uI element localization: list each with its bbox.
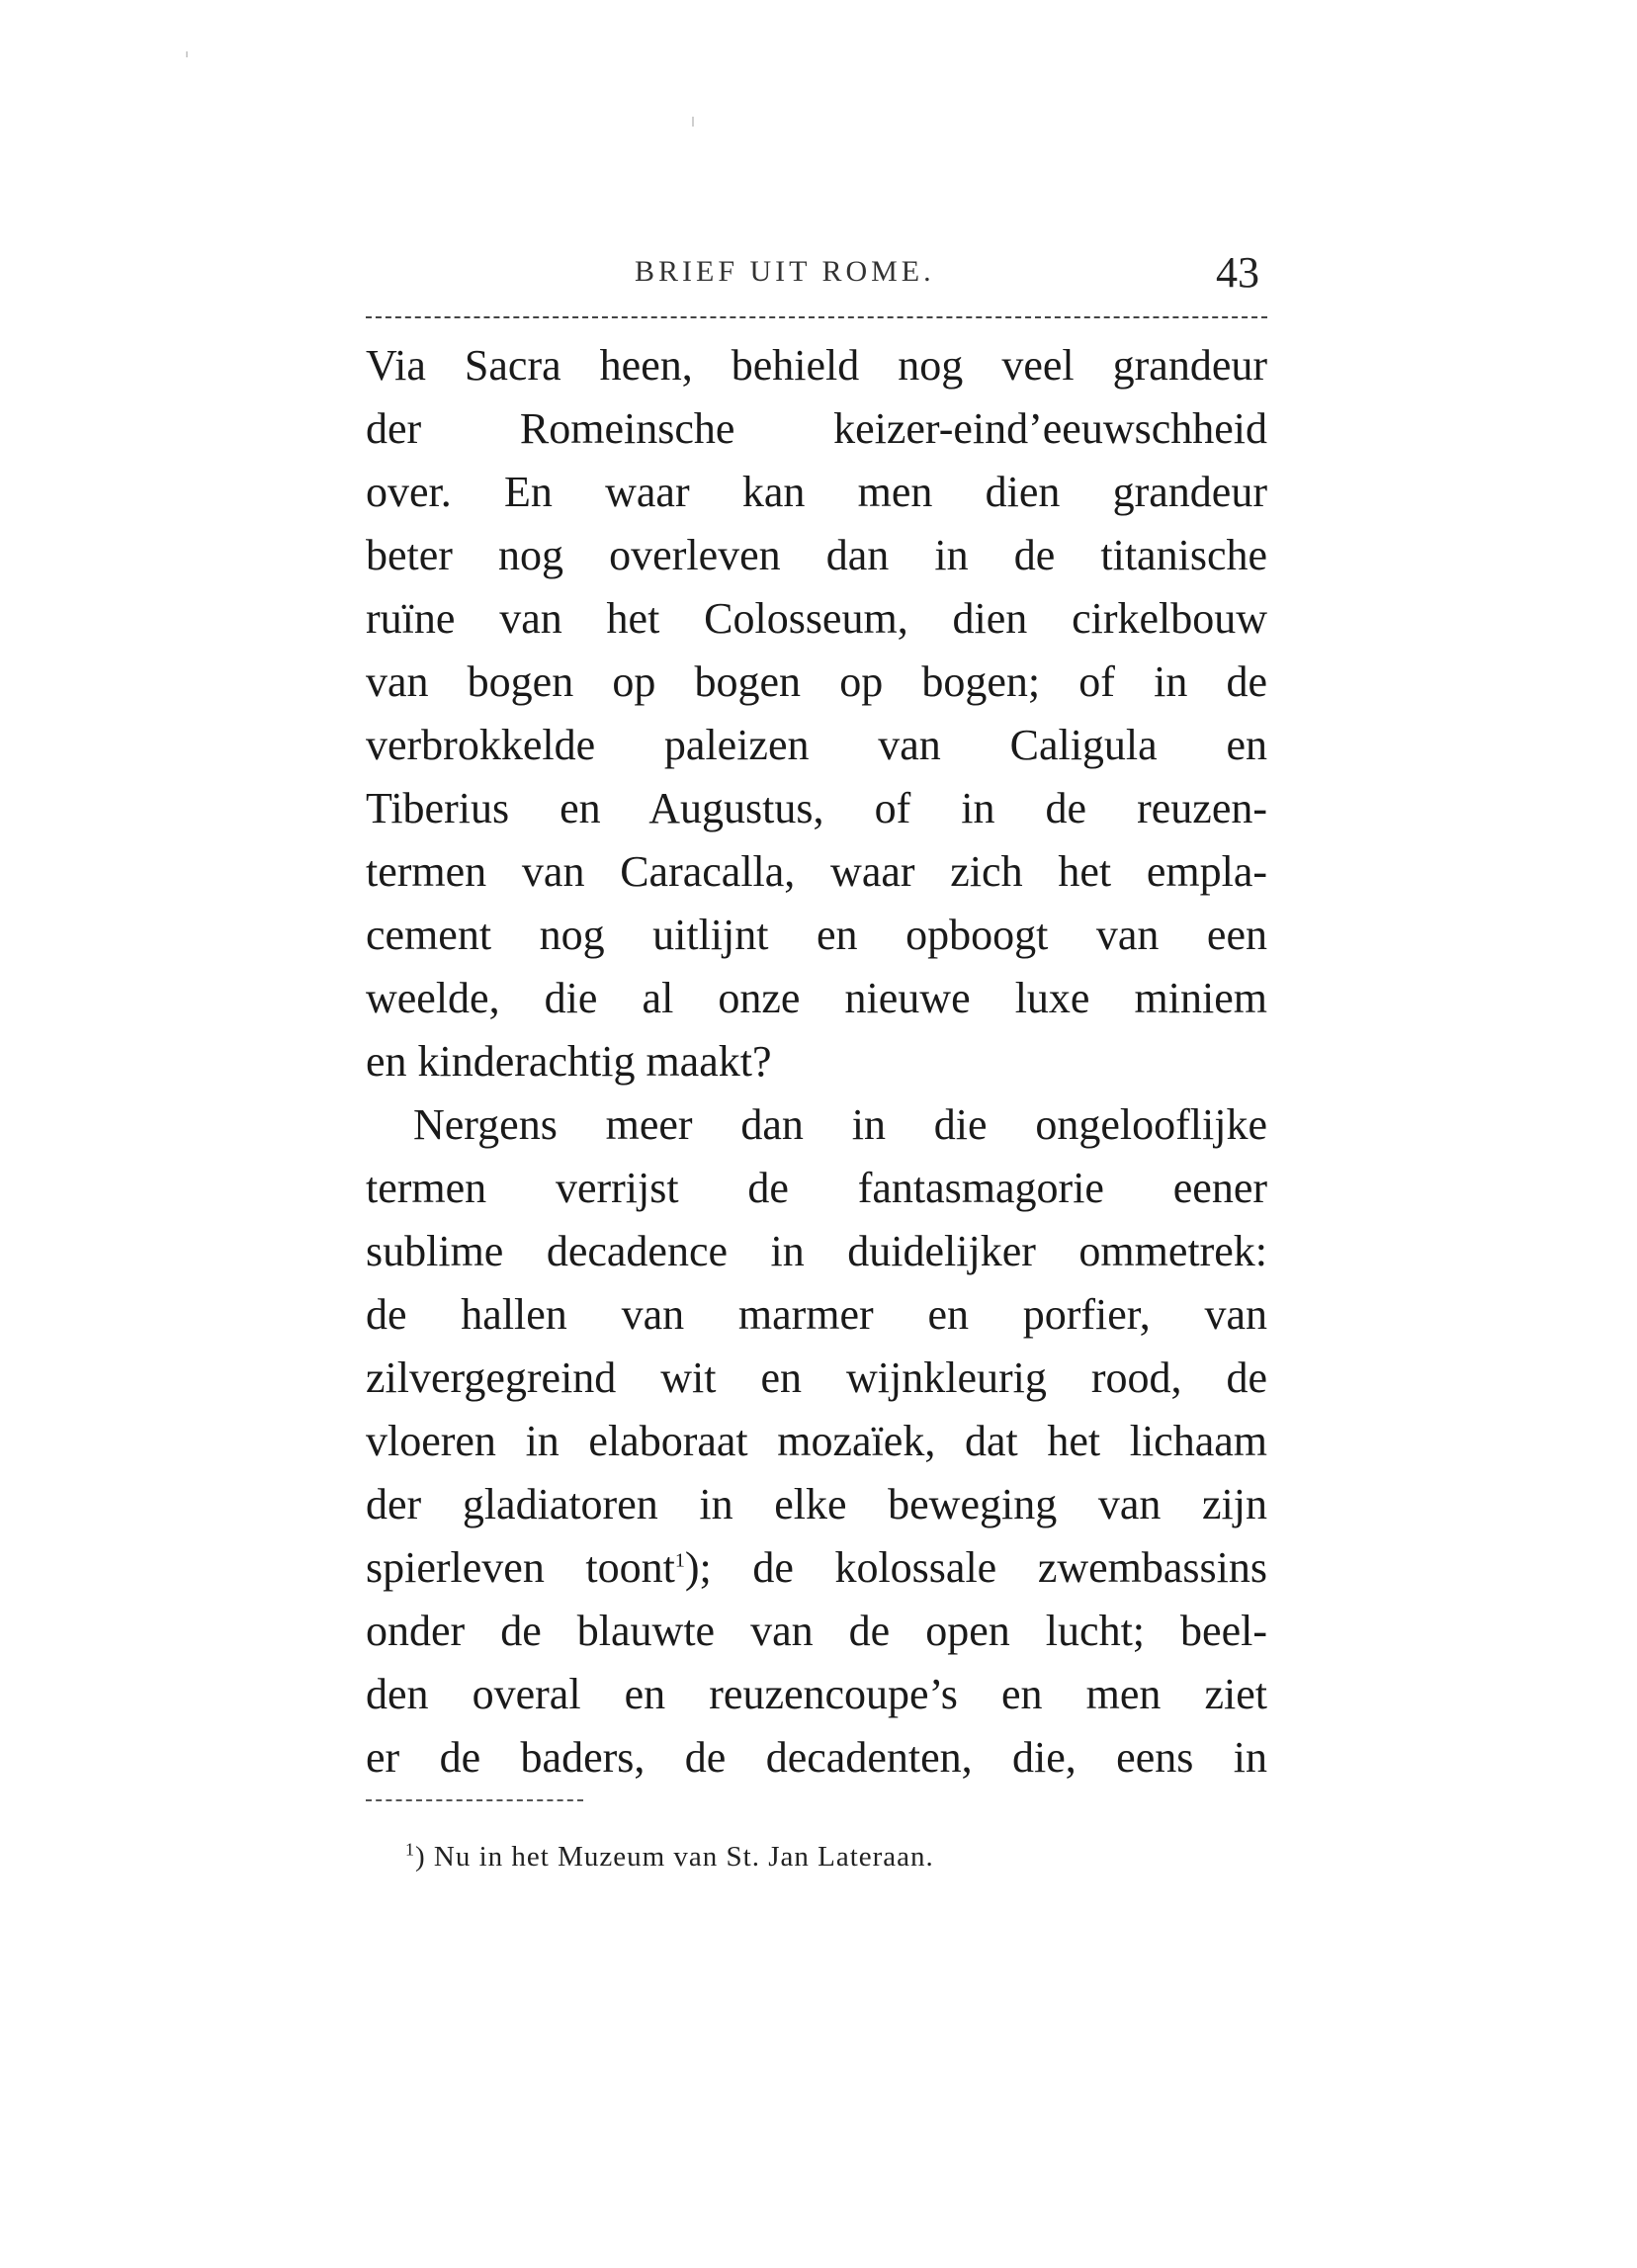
header-rule: [366, 316, 1267, 318]
text-line: over. En waar kan men dien grandeur: [366, 468, 1267, 516]
text-line: cement nog uitlijnt en opboogt van een: [366, 911, 1267, 959]
footnote: [405, 1841, 934, 1874]
text-segment: ); de kolossale zwembassins: [684, 1543, 1267, 1592]
text-line: verbrokkelde paleizen van Caligula en: [366, 721, 1267, 769]
text-line: sublime decadence in duidelijker ommetrek:: [366, 1227, 1267, 1275]
text-line: termen van Caracalla, waar zich het empla-: [366, 847, 1267, 896]
text-line: weelde, die al onze nieuwe luxe miniem: [366, 974, 1267, 1022]
text-line: vloeren in elaboraat mozaïek, dat het lichaam: [366, 1417, 1267, 1465]
body-text: [366, 334, 1267, 1789]
text-line: termen verrijst de fantasmagorie eener: [366, 1164, 1267, 1212]
running-title: BRIEF UIT ROME.: [635, 255, 935, 288]
page-number: 43: [1216, 248, 1259, 297]
text-line: beter nog overleven dan in de titanische: [366, 531, 1267, 579]
text-line: der Romeinsche keizer-eind’eeuwschheid: [366, 404, 1267, 453]
text-line: onder de blauwte van de open lucht; beel-: [366, 1607, 1267, 1655]
text-line: Via Sacra heen, behield nog veel grandeur: [366, 341, 1267, 390]
running-head: [366, 247, 1267, 316]
text-line: en kinderachtig maakt?: [366, 1037, 772, 1086]
text-line: ruïne van het Colosseum, dien cirkelbouw: [366, 594, 1267, 643]
footnote-marker: 1: [405, 1839, 415, 1860]
text-line: Tiberius en Augustus, of in de reuzen-: [366, 784, 1267, 832]
text-line-with-footnote: [366, 1536, 1267, 1600]
text-line: de hallen van marmer en porfier, van: [366, 1290, 1267, 1339]
text-line: der gladiatoren in elke beweging van zijn: [366, 1480, 1267, 1528]
text-line: Nergens meer dan in die ongelooflijke: [413, 1100, 1267, 1149]
text-line: den overal en reuzencoupe’s en men ziet: [366, 1670, 1267, 1718]
text-segment: spierleven toont: [366, 1543, 675, 1592]
footnote-text: ) Nu in het Muzeum van St. Jan Lateraan.: [415, 1841, 934, 1873]
text-line: zilvergegreind wit en wijnkleurig rood, de: [366, 1353, 1267, 1402]
text-line: van bogen op bogen op bogen; of in de: [366, 657, 1267, 706]
footnote-rule: [366, 1799, 583, 1801]
footnote-reference: 1: [674, 1549, 685, 1572]
scan-speck: [186, 51, 188, 57]
scan-speck: [692, 117, 694, 127]
text-line: er de baders, de decadenten, die, eens in: [366, 1733, 1267, 1782]
